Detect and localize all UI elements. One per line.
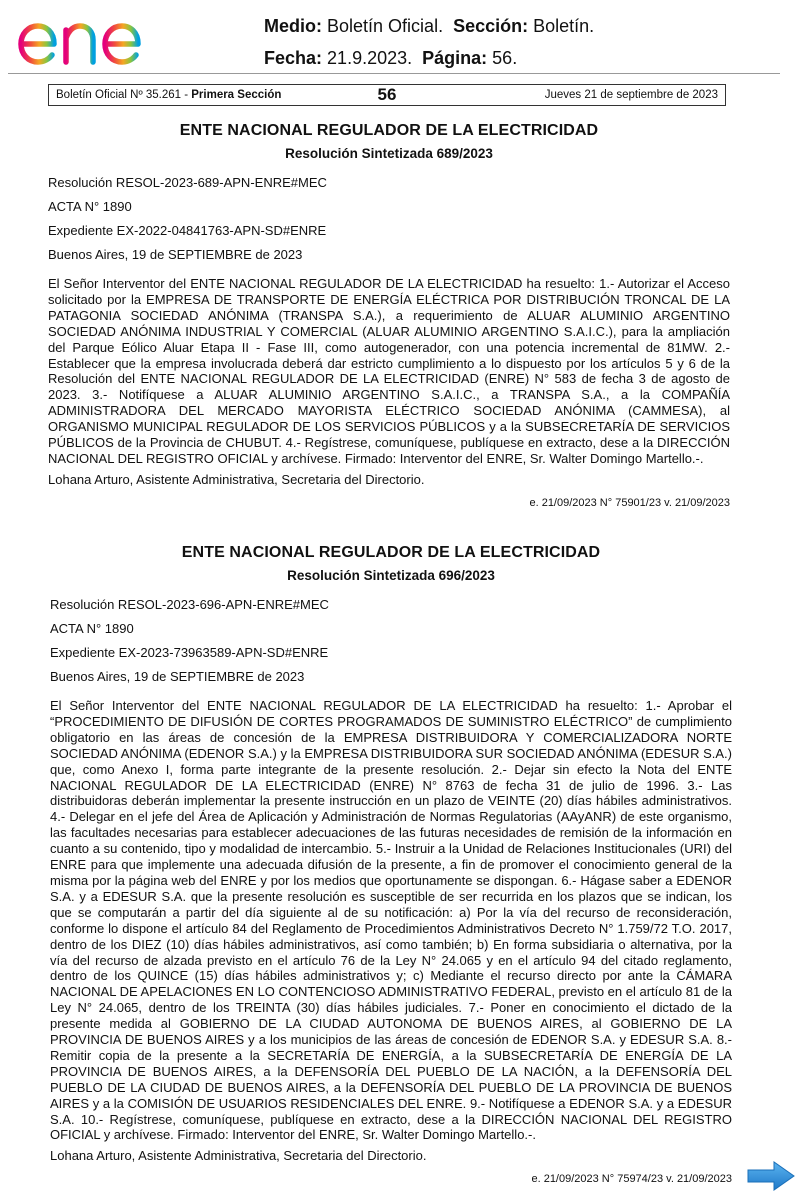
clipping-metadata [264,10,594,74]
pagina-label: Página: [422,48,488,68]
acta-number: ACTA N° 1890 [50,621,134,636]
resolution-689 [48,118,730,509]
resolution-body: El Señor Interventor del ENTE NACIONAL REGULADOR DE LA ELECTRICIDAD ha resuelto: 1.- Autorizar el Acceso solicitado por la EMPRESA DE TRANSPORTE DE ENERGÍA ELÉCTRICA POR DISTRIBUCIÓN TRONCAL DE LA PATAGONIA SOCIEDAD ANÓNIMA (TRANSPA S.A.), a requerimiento de ALUAR ALUMINIO ARGENTINO SOCIEDAD ANÓNIMA INDUSTRIAL Y COMERCIAL (ALUAR ALUMINIO ARGENTINO S.A.I.C.), para la ampliación del Parque Eólico Aluar Etapa II - Fase III, como autogenerador, con una potencia incremental de 81MW. 2.- Establecer que la empresa involucrada deberá dar estricto cumplimiento a lo dispuesto por los artículos 5 y 6 de la Resolución del ENTE NACIONAL REGULADOR DE LA ELECTRICIDAD (ENRE) N° 583 de fecha 3 de agosto de 2023. 3.- Notifíquese a ALUAR ALUMINIO ARGENTINO S.A.I.C., a TRANSPA S.A., a la COMPAÑÍA ADMINISTRADORA DEL MERCADO MAYORISTA ELÉCTRICO SOCIEDAD ANÓNIMA (CAMMESA), al ORGANISMO MUNICIPAL REGULADOR DE LOS SERVICIOS PÚBLICOS y a la SUBSECRETARÍA DE SERVICIOS PÚBLICOS de la Provincia de CHUBUT. 4.- Regístrese, comuníquese, publíquese en extracto, dese a la DIRECCIÓN NACIONAL DEL REGISTRO OFICIAL y archívese. Firmado: Interventor del ENRE, Sr. Walter Domingo Martello.-. [48,276,730,466]
resolution-id: Resolución RESOL-2023-689-APN-ENRE#MEC [48,175,327,190]
resolution-title: Resolución Sintetizada 689/2023 [285,146,493,161]
pagina-value: 56. [492,48,518,68]
resolution-696 [50,540,732,1185]
medio-label: Medio: [264,16,322,36]
medio-value: Boletín Oficial. [327,16,444,36]
fecha-value: 21.9.2023. [327,48,413,68]
place-date: Buenos Aires, 19 de SEPTIEMBRE de 2023 [50,669,305,684]
bulletin-date: Jueves 21 de septiembre de 2023 [544,89,718,101]
clip-meta-line-1 [264,10,594,42]
publication-reference: e. 21/09/2023 N° 75901/23 v. 21/09/2023 [529,496,730,509]
arrow-right-icon[interactable] [746,1160,796,1192]
signature: Lohana Arturo, Asistente Administrativa, Secretaria del Directorio. [50,1148,427,1164]
expediente: Expediente EX-2022-04841763-APN-SD#ENRE [48,223,327,238]
signature: Lohana Arturo, Asistente Administrativa, Secretaria del Directorio. [48,471,425,487]
resolution-title: Resolución Sintetizada 696/2023 [287,568,495,583]
resolution-id: Resolución RESOL-2023-696-APN-ENRE#MEC [50,597,329,612]
expediente: Expediente EX-2023-73963589-APN-SD#ENRE [50,645,329,660]
acta-number: ACTA N° 1890 [48,199,132,214]
bulletin-page-number: 56 [377,85,397,104]
organization-title: ENTE NACIONAL REGULADOR DE LA ELECTRICIDAD [179,122,599,139]
publication-reference: e. 21/09/2023 N° 75974/23 v. 21/09/2023 [531,1173,732,1186]
fecha-label: Fecha: [264,48,323,68]
organization-title: ENTE NACIONAL REGULADOR DE LA ELECTRICIDAD [181,544,601,561]
bulletin-issue-number: Boletín Oficial Nº 35.261 - [56,89,192,101]
seccion-label: Sección: [453,16,529,36]
seccion-value: Boletín. [533,16,595,36]
enel-logo [16,6,186,68]
header-divider [8,73,780,74]
bulletin-header [48,84,726,106]
clip-meta-line-2 [264,42,594,74]
place-date: Buenos Aires, 19 de SEPTIEMBRE de 2023 [48,247,303,262]
bulletin-section: Primera Sección [191,89,282,101]
resolution-body: El Señor Interventor del ENTE NACIONAL REGULADOR DE LA ELECTRICIDAD ha resuelto: 1.- Aprobar el “PROCEDIMIENTO DE DIFUSIÓN DE CORTES PROGRAMADOS DE SUMINISTRO ELÉCTRICO” de cumplimiento obligatorio en las áreas de concesión de la EMPRESA DISTRIBUIDORA Y COMERCIALIZADORA NORTE SOCIEDAD ANÓNIMA (EDENOR S.A.) y la EMPRESA DISTRIBUIDORA SUR SOCIEDAD ANÓNIMA (EDESUR S.A.) que, como Anexo I, forma parte integrante de la presente resolución. 2.- Dejar sin efecto la Nota del ENTE NACIONAL REGULADOR DE LA ELECTRICIDAD (ENRE) N° 8763 de fecha 31 de julio de 1996. 3.- Las distribuidoras deberán implementar la presente instrucción en un plazo de VEINTE (20) días hábiles administrativos. 4.- Delegar en el jefe del Área de Aplicación y Administración de Normas Regulatorias (AAyANR) de este organismo, las facultades necesarias para establecer adecuaciones de las futuras necesidades de remisión de la información en cuanto a su contenido, tipo y modalidad de intercambio. 5.- Instruir a la Unidad de Relaciones Institucionales (URI) del ENRE para que implemente una adecuada difusión de la presente, a fin de promover el conocimiento general de la misma por la página web del ENRE y por los medios que oportunamente se dispongan. 6.- Hágase saber a EDENOR S.A. y a EDESUR S.A. que la presente resolución es susceptible de ser recurrida en los plazos que se indican, los que se computarán a partir del día siguiente al de su notificación: a) Por la vía del recurso de reconsideración, conforme lo dispone el artículo 84 del Reglamento de Procedimientos Administrativos Decreto N° 1.759/72 T.O. 2017, dentro de los DIEZ (10) días hábiles administrativos, así como también; b) En forma subsidiaria o alternativa, por la vía del recurso de alzada previsto en el artículo 76 de la Ley N° 24.065 y en el artículo 94 del citado reglamento, dentro de los QUINCE (15) días hábiles administrativos y; c) Mediante el recurso directo por ante la CÁMARA NACIONAL DE APELACIONES EN LO CONTENCIOSO ADMINISTRATIVO FEDERAL, previsto en el artículo 81 de la Ley N° 24.065, dentro de los TREINTA (30) días hábiles judiciales. 7.- Poner en conocimiento el dictado de la presente medida al GOBIERNO DE LA CIUDAD AUTONOMA DE BUENOS AIRES, al GOBIERNO DE LA PROVINCIA DE BUENOS AIRES y a los municipios de las áreas de concesión de EDENOR S.A. y EDESUR S.A. 8.- Remitir copia de la presente a la SECRETARÍA DE ENERGÍA, a la SUBSECRETARÍA DE ENERGÍA DE LA PROVINCIA DE BUENOS AIRES, a la DEFENSORÍA DEL PUEBLO DE LA NACIÓN, a la DEFENSORÍA DEL PUEBLO DE LA CIUDAD DE BUENOS AIRES, a la DEFENSORÍA DEL PUEBLO DE LA PROVINCIA DE BUENOS AIRES y a la COMISIÓN DE USUARIOS RESIDENCIALES DEL ENRE. 9.- Notifíquese a EDENOR S.A. y a EDESUR S.A. 10.- Regístrese, comuníquese, publíquese en extracto, dese a la DIRECCIÓN NACIONAL DEL REGISTRO OFICIAL y archívese. Firmado: Interventor del ENRE, Sr. Walter Domingo Martello.-. [50,698,732,1143]
